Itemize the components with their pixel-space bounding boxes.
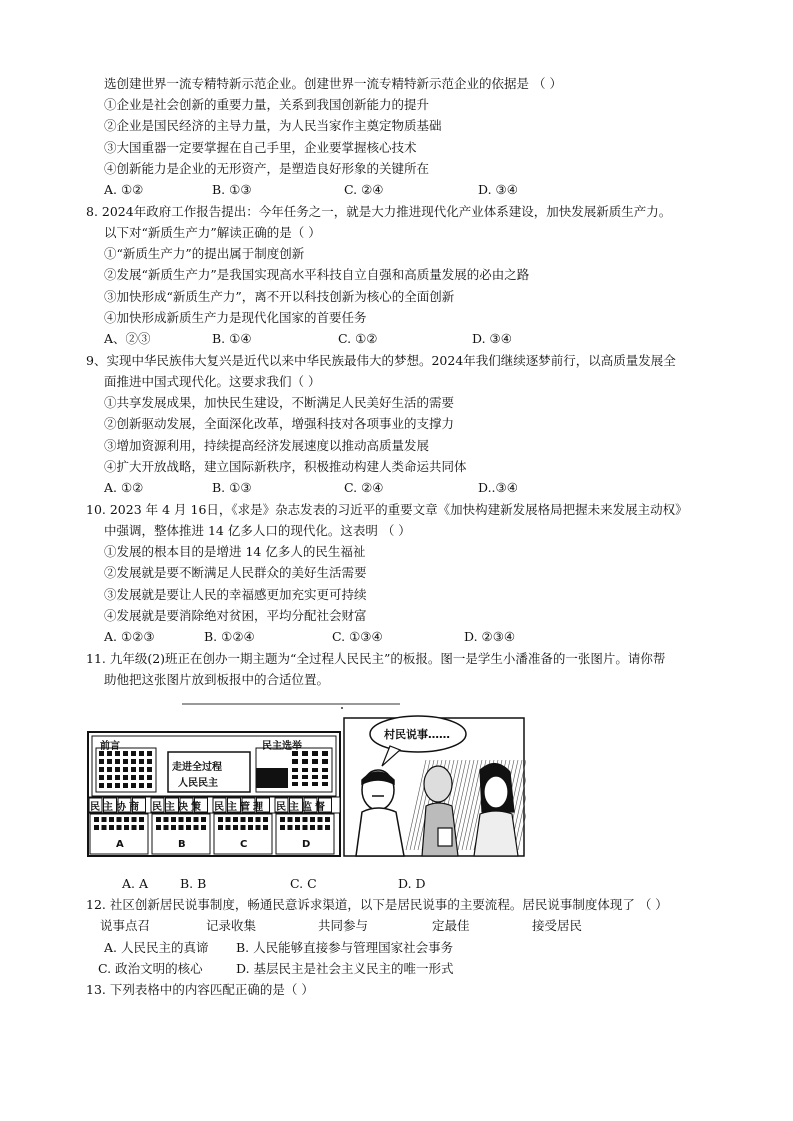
- preface-cell: [123, 751, 128, 756]
- preface-cell: [147, 759, 152, 764]
- q12-option-a[interactable]: A. 人民民主的真谛: [104, 940, 209, 955]
- q7-item-1: ①企业是社会创新的重要力量，关系到我国创新能力的提升: [104, 97, 430, 112]
- column-cell: [124, 817, 129, 822]
- q9-item-3: ③增加资源利用，持续提高经济发展速度以推动高质量发展: [104, 438, 430, 453]
- q10-item-4: ④发展就是要消除绝对贫困，平均分配社会财富: [104, 608, 367, 623]
- preface-cell: [139, 751, 144, 756]
- q8-stem-2: 以下对“新质生产力”解读正确的是（ ）: [104, 225, 321, 240]
- q9-option-d[interactable]: D..③④: [478, 480, 518, 495]
- column-cell: [186, 817, 191, 822]
- q9-stem: 9、实现中华民族伟大复兴是近代以来中华民族最伟大的梦想。2024年我们继续逐梦前行，以高质量发展全: [86, 353, 676, 368]
- column-cell: [194, 825, 199, 830]
- preface-cell: [139, 767, 144, 772]
- column-cell: [233, 817, 238, 822]
- q9-option-b[interactable]: B. ①③: [212, 480, 252, 495]
- election-cell: [312, 775, 318, 779]
- column-cell: [288, 825, 293, 830]
- election-cell: [302, 782, 308, 786]
- column-cell: [226, 817, 231, 822]
- column-cell: [248, 817, 253, 822]
- q9-item-4: ④扩大开放战略，建立国际新秩序，积极推动构建人类命运共同体: [104, 459, 467, 474]
- preface-cell: [107, 775, 112, 780]
- q8-option-a[interactable]: A、②③: [104, 331, 151, 346]
- column-cell: [124, 825, 129, 830]
- q10-option-a[interactable]: A. ①②③: [104, 629, 155, 644]
- preface-cell: [115, 767, 120, 772]
- column-cell: [295, 817, 300, 822]
- q9-option-a[interactable]: A. ①②: [104, 480, 144, 495]
- q12-option-c[interactable]: C. 政治文明的核心: [98, 961, 203, 976]
- column-cell: [310, 825, 315, 830]
- column-cell: [179, 825, 184, 830]
- board-column-label-2: 民主决策: [152, 802, 204, 813]
- election-cell: [302, 759, 308, 764]
- q7-option-a[interactable]: A. ①②: [104, 182, 144, 197]
- q12-flow-step-4: 定最佳: [432, 918, 470, 933]
- board-column-label-4: 民主监督: [276, 802, 328, 813]
- q7-item-3: ③大国重器一定要掌握在自己手里，企业要掌握核心技术: [104, 140, 417, 155]
- column-cell: [318, 817, 323, 822]
- board-column-letter-c: C: [240, 839, 248, 850]
- q11-option-d[interactable]: D. D: [398, 876, 426, 891]
- preface-cell: [139, 775, 144, 780]
- column-cell: [310, 817, 315, 822]
- election-cell: [312, 751, 318, 756]
- column-cell: [325, 825, 330, 830]
- column-cell: [186, 825, 191, 830]
- column-cell: [248, 825, 253, 830]
- election-cell: [322, 768, 328, 772]
- preface-cell: [123, 783, 128, 788]
- column-cell: [164, 817, 169, 822]
- preface-cell: [147, 751, 152, 756]
- preface-cell: [115, 759, 120, 764]
- q7-option-c[interactable]: C. ②④: [344, 182, 384, 197]
- preface-cell: [131, 775, 136, 780]
- preface-cell: [99, 775, 104, 780]
- election-cell: [322, 751, 328, 756]
- q8-item-2: ②发展“新质生产力”是我国实现高水平科技自立自强和高质量发展的必由之路: [104, 267, 530, 282]
- column-cell: [94, 825, 99, 830]
- column-cell: [295, 825, 300, 830]
- preface-cell: [107, 759, 112, 764]
- election-cell: [322, 782, 328, 786]
- q12-option-d[interactable]: D. 基层民主是社会主义民主的唯一形式: [236, 961, 454, 976]
- preface-cell: [123, 759, 128, 764]
- board-right-title: 民主选举: [262, 741, 302, 752]
- column-cell: [325, 817, 330, 822]
- board-center-line-2: 人民民主: [178, 778, 218, 789]
- q12-option-b[interactable]: B. 人民能够直接参与管理国家社会事务: [236, 940, 454, 955]
- column-cell: [117, 817, 122, 822]
- column-cell: [288, 817, 293, 822]
- column-cell: [156, 817, 161, 822]
- preface-cell: [147, 767, 152, 772]
- blackboard-board: [88, 732, 340, 856]
- board-column-letter-a: A: [116, 839, 124, 850]
- preface-cell: [147, 783, 152, 788]
- column-cell: [263, 825, 268, 830]
- board-center-line-1: 走进全过程: [172, 762, 222, 773]
- election-cell: [322, 775, 328, 779]
- column-cell: [139, 817, 144, 822]
- preface-cell: [99, 759, 104, 764]
- q8-option-d[interactable]: D. ③④: [472, 331, 512, 346]
- q8-stem: 8. 2024年政府工作报告提出：今年任务之一，就是大力推进现代化产业体系建设，加快发展新质生产力。: [86, 204, 672, 219]
- q7-option-b[interactable]: B. ①③: [212, 182, 252, 197]
- q11-option-a[interactable]: A. A: [122, 876, 149, 891]
- column-cell: [171, 825, 176, 830]
- q12-flow-step-5: 接受居民: [532, 918, 583, 933]
- board-preface-panel: [96, 748, 156, 792]
- preface-cell: [139, 783, 144, 788]
- column-cell: [156, 825, 161, 830]
- election-cell: [292, 782, 298, 786]
- q12-flow-step-1: 说事点召: [100, 918, 151, 933]
- q8-option-b[interactable]: B. ①④: [212, 331, 252, 346]
- q10-option-b[interactable]: B. ①②④: [204, 629, 255, 644]
- preface-cell: [123, 775, 128, 780]
- column-cell: [94, 817, 99, 822]
- preface-cell: [131, 783, 136, 788]
- q11-stem-2: 助他把这张图片放到板报中的合适位置。: [104, 672, 330, 687]
- q9-option-c[interactable]: C. ②④: [344, 480, 384, 495]
- column-cell: [201, 825, 206, 830]
- q9-item-1: ①共享发展成果，加快民生建设，不断满足人民美好生活的需要: [104, 395, 455, 410]
- election-cell: [322, 759, 328, 764]
- board-column-label-1: 民主协商: [90, 802, 142, 813]
- q7-stem: 选创建世界一流专精特新示范企业。创建世界一流专精特新示范企业的依据是 （ ）: [104, 76, 562, 91]
- column-cell: [109, 825, 114, 830]
- q8-item-4: ④加快形成新质生产力是现代化国家的首要任务: [104, 310, 367, 325]
- election-cell: [312, 782, 318, 786]
- election-cell: [292, 768, 298, 772]
- q12-flow-step-3: 共同参与: [318, 918, 369, 933]
- column-cell: [256, 825, 261, 830]
- board-column-letter-d: D: [302, 839, 311, 850]
- column-cell: [102, 825, 107, 830]
- preface-cell: [99, 783, 104, 788]
- election-cell: [312, 759, 318, 764]
- board-column-letter-b: B: [178, 839, 186, 850]
- column-cell: [318, 825, 323, 830]
- preface-cell: [131, 751, 136, 756]
- column-cell: [280, 825, 285, 830]
- board-left-title: 前言: [100, 741, 120, 752]
- column-cell: [171, 817, 176, 822]
- q11-figure: [86, 700, 526, 860]
- cartoon-bubble-text: 村民说事……: [384, 728, 450, 741]
- column-cell: [201, 817, 206, 822]
- column-cell: [164, 825, 169, 830]
- election-picture: [256, 768, 288, 788]
- q10-stem-2: 中强调，整体推进 14 亿多人口的现代化。这表明 （ ）: [104, 523, 411, 538]
- column-cell: [194, 817, 199, 822]
- q10-item-2: ②发展就是要不断满足人民群众的美好生活需要: [104, 565, 367, 580]
- column-cell: [132, 817, 137, 822]
- q10-item-1: ①发展的根本目的是增进 14 亿多人的民生福祉: [104, 544, 366, 559]
- preface-cell: [131, 759, 136, 764]
- q9-stem-2: 面推进中国式现代化。这要求我们（ ）: [104, 374, 321, 389]
- q12-flow-step-2: 记录收集: [206, 918, 257, 933]
- election-cell: [302, 768, 308, 772]
- preface-cell: [115, 775, 120, 780]
- column-cell: [218, 825, 223, 830]
- election-cell: [312, 768, 318, 772]
- column-cell: [139, 825, 144, 830]
- column-cell: [218, 817, 223, 822]
- q10-option-c[interactable]: C. ①③④: [332, 629, 383, 644]
- preface-cell: [107, 783, 112, 788]
- q7-option-d[interactable]: D. ③④: [478, 182, 518, 197]
- q7-item-4: ④创新能力是企业的无形资产，是塑造良好形象的关键所在: [104, 161, 430, 176]
- q9-item-2: ②创新驱动发展，全面深化改革，增强科技对各项事业的支撑力: [104, 416, 455, 431]
- column-cell: [117, 825, 122, 830]
- column-cell: [303, 825, 308, 830]
- q10-stem: 10. 2023 年 4 月 16日，《求是》杂志发表的习近平的重要文章《加快构建新发展格局把握未来发展主动权》: [86, 502, 688, 517]
- preface-cell: [99, 767, 104, 772]
- column-cell: [109, 817, 114, 822]
- column-cell: [102, 817, 107, 822]
- q8-item-3: ③加快形成“新质生产力”，离不开以科技创新为核心的全面创新: [104, 289, 455, 304]
- column-cell: [241, 817, 246, 822]
- preface-cell: [131, 767, 136, 772]
- column-cell: [226, 825, 231, 830]
- column-cell: [256, 817, 261, 822]
- column-cell: [132, 825, 137, 830]
- q11-stem: 11. 九年级(2)班正在创办一期主题为“全过程人民民主”的板报。图一是学生小潘准备的一张图片。请你帮: [86, 651, 666, 666]
- column-cell: [241, 825, 246, 830]
- column-cell: [303, 817, 308, 822]
- q12-stem: 12. 社区创新居民说事制度，畅通民意诉求渠道，以下是居民说事的主要流程。居民说事制度体现了 （ ）: [86, 897, 668, 912]
- column-cell: [263, 817, 268, 822]
- election-cell: [292, 775, 298, 779]
- board-column-label-3: 民主管理: [214, 802, 266, 813]
- preface-cell: [123, 767, 128, 772]
- q11-option-b[interactable]: B. B: [180, 876, 207, 891]
- column-cell: [233, 825, 238, 830]
- election-cell: [302, 751, 308, 756]
- q7-item-2: ②企业是国民经济的主导力量，为人民当家作主奠定物质基础: [104, 118, 442, 133]
- preface-cell: [107, 767, 112, 772]
- election-cell: [292, 759, 298, 764]
- q11-figure-svg: [86, 700, 526, 860]
- q8-option-c[interactable]: C. ①②: [338, 331, 378, 346]
- preface-cell: [147, 775, 152, 780]
- preface-cell: [115, 783, 120, 788]
- q8-item-1: ①“新质生产力”的提出属于制度创新: [104, 246, 305, 261]
- column-cell: [179, 817, 184, 822]
- column-cell: [280, 817, 285, 822]
- figure-dot: [341, 707, 343, 709]
- q10-option-d[interactable]: D. ②③④: [464, 629, 516, 644]
- q10-item-3: ③发展就是要让人民的幸福感更加充实更可持续: [104, 587, 367, 602]
- q13-stem: 13. 下列表格中的内容匹配正确的是（ ）: [86, 982, 314, 997]
- preface-cell: [139, 759, 144, 764]
- election-cell: [302, 775, 308, 779]
- q11-option-c[interactable]: C. C: [290, 876, 317, 891]
